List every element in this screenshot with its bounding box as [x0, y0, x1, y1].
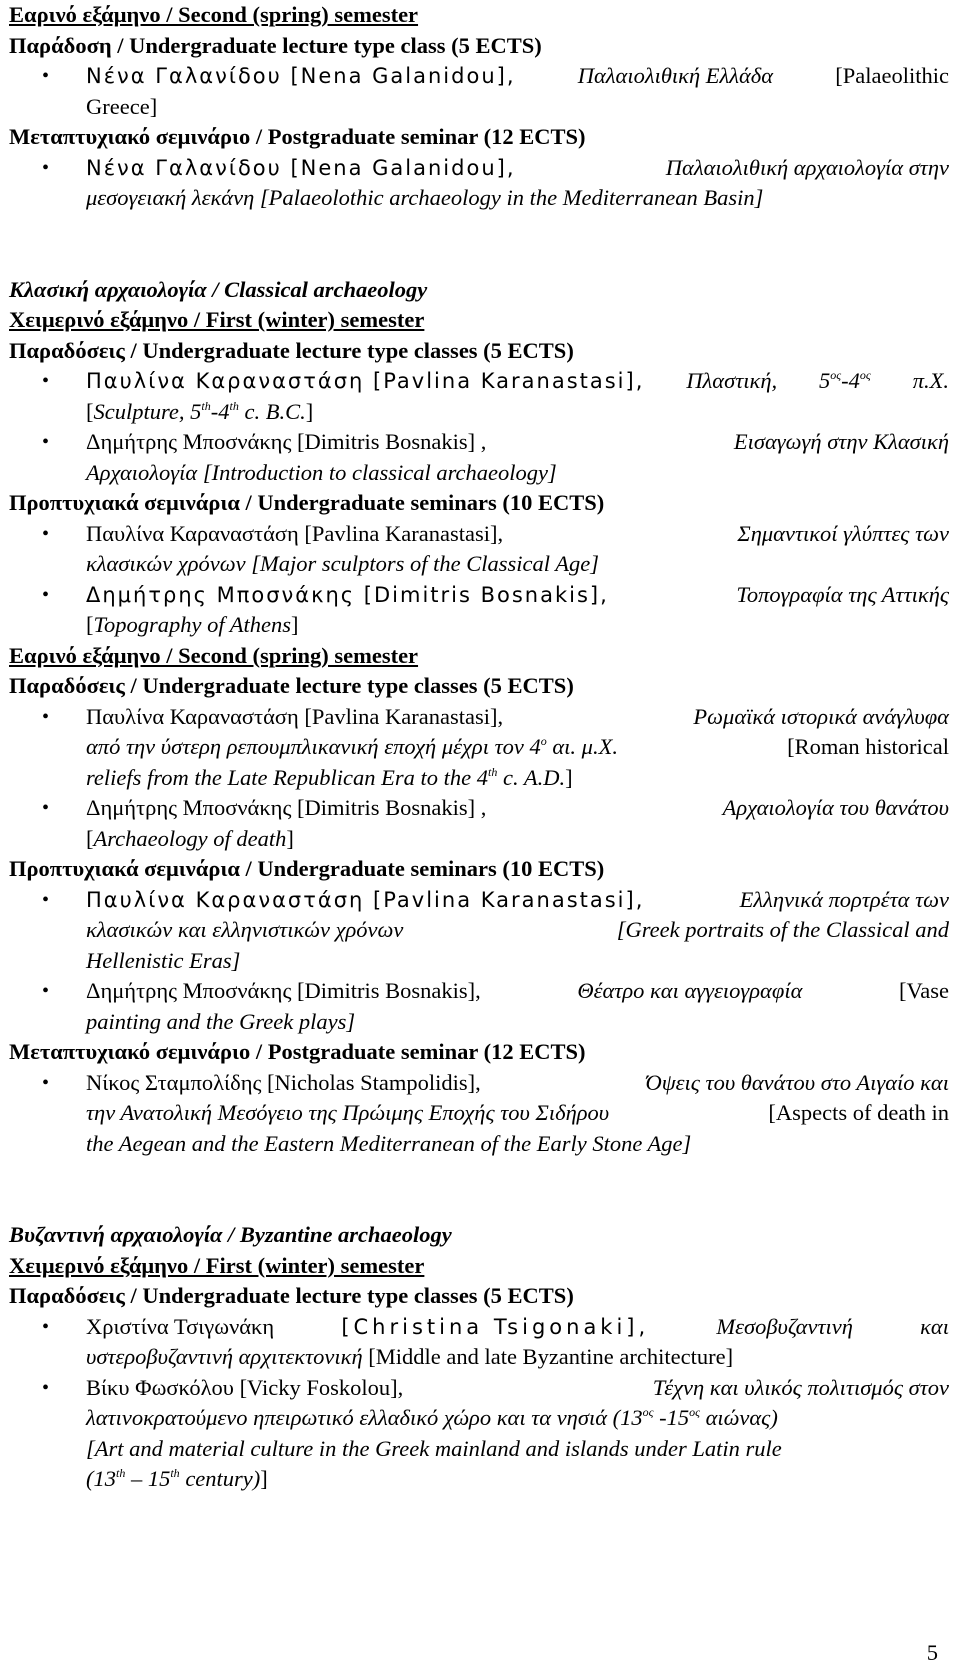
- page-number: 5: [926, 1640, 938, 1665]
- list-item: • Νίκος Σταμπολίδης [Nicholas Stampolidis], Όψεις του θανάτου στο Αιγαίο και την Ανατολική Μεσόγειο της Πρώιμης Εποχής του Σιδήρου [Aspects of death in the Aegean and the Eastern Mediterranean of the Early Stone Age]: [42, 1069, 949, 1156]
- course-type-heading: Παραδόσεις / Undergraduate lecture type classes (5 ECTS): [9, 337, 574, 363]
- course-type-heading: Παραδόσεις / Undergraduate lecture type classes (5 ECTS): [9, 673, 574, 698]
- bullet-icon: •: [42, 370, 50, 392]
- list-item: • Χριστίνα Τσιγωνάκη [Christina Tsigonaki], Μεσοβυζαντινή και υστεροβυζαντινή αρχιτεκτονική [Middle and late Byzantine architecture]: [42, 1313, 949, 1369]
- course-type-heading: Προπτυχιακά σεμινάρια / Undergraduate seminars (10 ECTS): [9, 856, 605, 881]
- bullet-icon: •: [42, 1376, 50, 1399]
- bullet-icon: •: [42, 1071, 50, 1094]
- list-item: • Δημήτρης Μποσνάκης [Dimitris Bosnakis] , Εισαγωγή στην Κλασική Αρχαιολογία [Introduction to classical archaeology]: [42, 429, 949, 485]
- list-item: • Παυλίνα Καραναστάση [Pavlina Karanastasi], Ρωμαϊκά ιστορικά ανάγλυφα από την ύστερη ρεπουμπλικανική εποχή μέχρι τον $4^o$ αι. μ.Χ. [Roman historical reliefs from the Late Republican Era to the 4th c. A.D.]: [42, 703, 949, 790]
- course-type-heading: Παράδοση / Undergraduate lecture type class (5 ECTS): [9, 32, 542, 58]
- bullet-icon: •: [42, 431, 50, 453]
- section-title: Βυζαντινή αρχαιολογία / Byzantine archaeology: [9, 1222, 452, 1247]
- list-item: • Δημήτρης Μποσνάκης [Dimitris Bosnakis], Τοπογραφία της Αττικής [Topography of Athens]: [42, 581, 949, 637]
- bullet-icon: •: [42, 1315, 50, 1338]
- bullet-icon: •: [42, 888, 50, 911]
- bullet-icon: •: [42, 65, 50, 87]
- course-type-heading: Μεταπτυχιακό σεμινάριο / Postgraduate seminar (12 ECTS): [9, 124, 586, 149]
- bullet-icon: •: [42, 583, 50, 606]
- course-type-heading: Προπτυχιακά σεμινάρια / Undergraduate seminars (10 ECTS): [9, 490, 605, 515]
- list-item: • Βίκυ Φωσκόλου [Vicky Foskolou], Τέχνη και υλικός πολιτισμός στον λατινοκρατούμενο ηπειρωτικό ελλαδικό χώρο και τα νησιά ($13^{o\varsigma}$ $-15^{o\varsigma}$ αιώνας) [Art and material culture in the Greek mainland and islands under Latin rule (13th – 15th century)]: [42, 1374, 949, 1491]
- course-type-heading: Μεταπτυχιακό σεμινάριο / Postgraduate seminar (12 ECTS): [9, 1039, 586, 1064]
- list-item: • Νένα Γαλανίδου [Nena Galanidou], Παλαιολιθική Ελλάδα [Palaeolithic Greece]: [42, 63, 949, 119]
- bullet-icon: •: [42, 980, 50, 1002]
- list-item: • Δημήτρης Μποσνάκης [Dimitris Bosnakis] , Αρχαιολογία του θανάτου [Archaeology of death]: [42, 795, 949, 851]
- section-title: Κλασική αρχαιολογία / Classical archaeology: [9, 276, 428, 302]
- semester-heading: Χειμερινό εξάμηνο / First (winter) semester: [9, 307, 425, 332]
- bullet-icon: •: [42, 156, 50, 179]
- semester-heading: Χειμερινό εξάμηνο / First (winter) semester: [9, 1252, 425, 1278]
- course-type-heading: Παραδόσεις / Undergraduate lecture type classes (5 ECTS): [9, 1283, 574, 1308]
- list-item: • Παυλίνα Καραναστάση [Pavlina Karanastasi], Σημαντικοί γλύπτες των κλασικών χρόνων [Major sculptors of the Classical Age]: [42, 520, 949, 576]
- bullet-icon: •: [42, 705, 50, 728]
- document-page: [9, 0, 949, 1495]
- bullet-icon: •: [42, 522, 50, 545]
- list-item: • Νένα Γαλανίδου [Nena Galanidou], Παλαιολιθική αρχαιολογία στην μεσογειακή λεκάνη [Palaeolothic archaeology in the Mediterranean Basin]: [42, 154, 949, 210]
- semester-heading: Εαρινό εξάμηνο / Second (spring) semester: [9, 2, 419, 27]
- semester-heading: Εαρινό εξάμηνο / Second (spring) semester: [9, 642, 419, 668]
- bullet-icon: •: [42, 797, 50, 819]
- list-item: • Παυλίνα Καραναστάση [Pavlina Karanastasi], Ελληνικά πορτρέτα των κλασικών και ελληνιστικών χρόνων [Greek portraits of the Classical and Hellenistic Eras]: [42, 886, 949, 973]
- list-item: • Παυλίνα Καραναστάση [Pavlina Karanastasi], Πλαστική, $5^{o\varsigma}-4^{o\varsigma}$ π.Χ. [Sculpture, 5th-4th c. B.C.]: [42, 368, 949, 424]
- list-item: • Δημήτρης Μποσνάκης [Dimitris Bosnakis], Θέατρο και αγγειογραφία [Vase painting and the Greek plays]: [42, 978, 949, 1034]
